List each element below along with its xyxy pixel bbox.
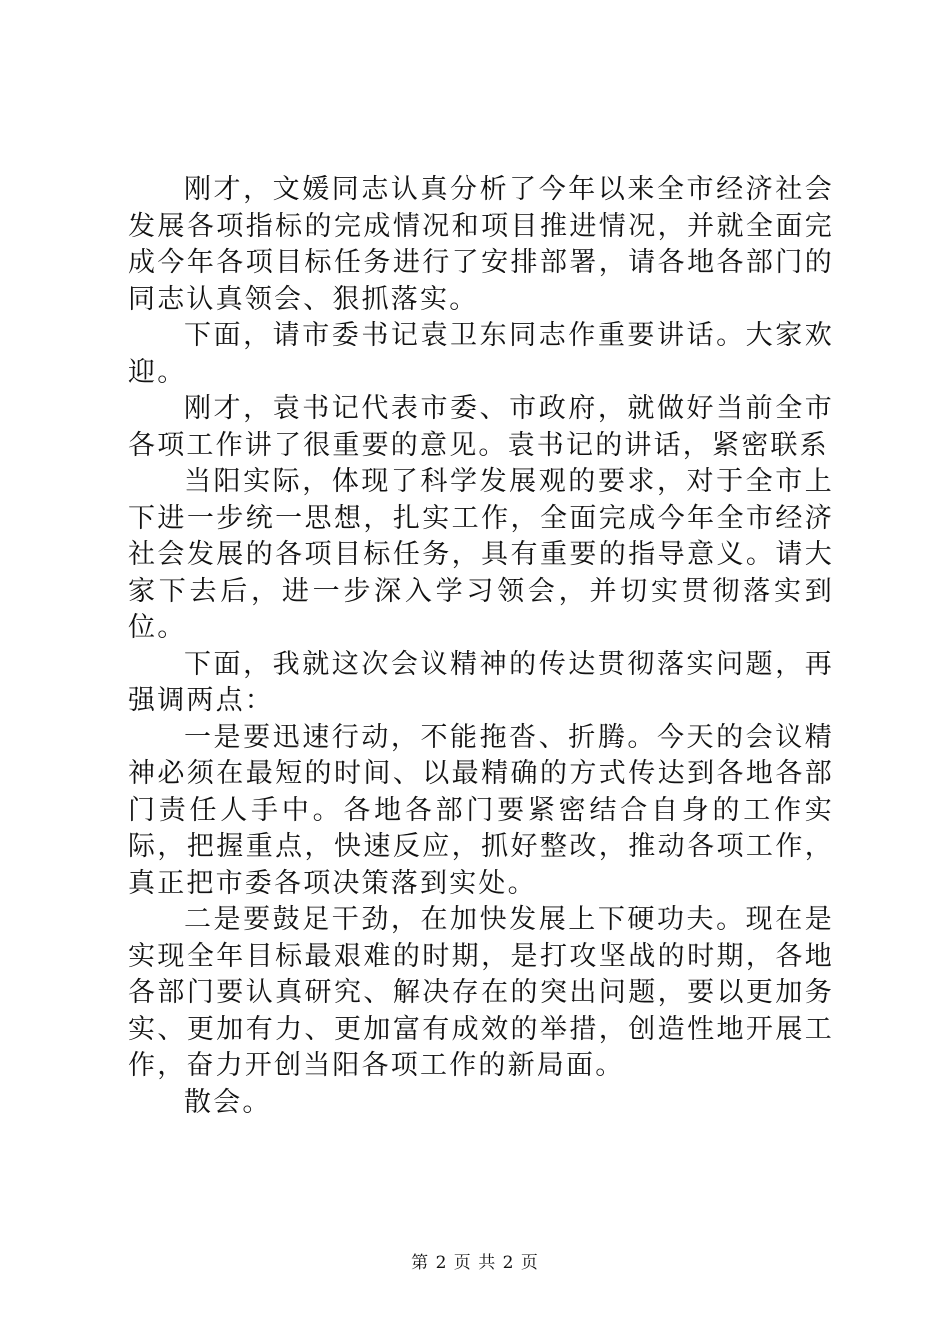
paragraph-3: 刚才，袁书记代表市委、市政府，就做好当前全市各项工作讲了很重要的意见。袁书记的讲话，紧密联系 xyxy=(128,393,834,461)
paragraph-4: 当阳实际，体现了科学发展观的要求，对于全市上下进一步统一思想，扎实工作，全面完成今年全市经济社会发展的各项目标任务，具有重要的指导意义。请大家下去后，进一步深入学习领会，并切实贯彻落实到位。 xyxy=(128,466,834,643)
paragraph-8: 散会。 xyxy=(184,1086,272,1118)
paragraph-2: 下面，请市委书记袁卫东同志作重要讲话。大家欢迎。 xyxy=(128,320,834,388)
paragraph-1: 刚才，文媛同志认真分析了今年以来全市经济社会发展各项指标的完成情况和项目推进情况，并就全面完成今年各项目标任务进行了安排部署，请各地各部门的同志认真领会、狠抓落实。 xyxy=(128,174,834,315)
paragraph-7: 二是要鼓足干劲，在加快发展上下硬功夫。现在是实现全年目标最艰难的时期，是打攻坚战的时期，各地各部门要认真研究、解决存在的突出问题，要以更加务实、更加有力、更加富有成效的举措，创造性地开展工作，奋力开创当阳各项工作的新局面。 xyxy=(128,904,834,1081)
document-body xyxy=(128,172,834,1121)
page-number-footer: 第 2 页 共 2 页 xyxy=(411,1253,539,1273)
paragraph-6: 一是要迅速行动，不能拖沓、折腾。今天的会议精神必须在最短的时间、以最精确的方式传达到各地各部门责任人手中。各地各部门要紧密结合自身的工作实际，把握重点，快速反应，抓好整改，推动各项工作，真正把市委各项决策落到实处。 xyxy=(128,721,834,899)
paragraph-5: 下面，我就这次会议精神的传达贯彻落实问题，再强调两点： xyxy=(128,648,834,716)
